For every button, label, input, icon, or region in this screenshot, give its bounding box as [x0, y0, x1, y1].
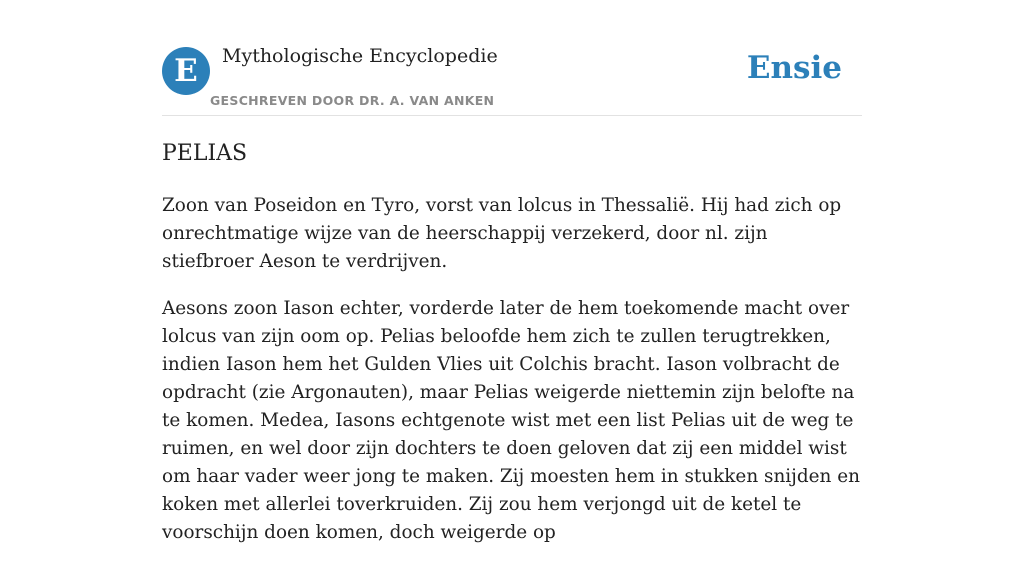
paragraph: Zoon van Poseidon en Tyro, vorst van lolcus in Thessalië. Hij had zich op onrechtmatige wijze van de heerschappij verzekerd, door nl. zijn stiefbroer Aeson te verdrijven. — [162, 195, 842, 272]
book-title-link[interactable]: Mythologische Encyclopedie — [222, 45, 498, 67]
entry-body — [162, 192, 862, 566]
header — [162, 0, 862, 116]
encyclopedia-logo-icon[interactable]: E — [162, 47, 210, 95]
author-byline: GESCHREVEN DOOR DR. A. VAN ANKEN — [210, 93, 495, 108]
article-container — [162, 0, 862, 543]
ensie-brand-logo[interactable]: Ensie — [746, 50, 842, 86]
paragraph: Aesons zoon Iason echter, vorderde later de hem toekomende macht over lolcus van zijn oom op. Pelias beloofde hem zich te zullen terugtrekken, indien Iason hem het Gulden Vlies uit Colchis bracht. Iason volbracht de opdracht (zie Argonauten), maar Pelias weigerde niettemin zijn belofte na te komen. Medea, Iasons echtgenote wist met een list Pelias uit de weg te ruimen, en wel door zijn dochters te doen geloven dat zij een middel wist om haar vader weer jong te maken. Zij moesten hem in stukken snijden en koken met allerlei toverkruiden. Zij zou hem verjongd uit de ketel te voorschijn doen komen, doch weigerde op — [162, 298, 860, 543]
entry-title: PELIAS — [162, 141, 248, 166]
